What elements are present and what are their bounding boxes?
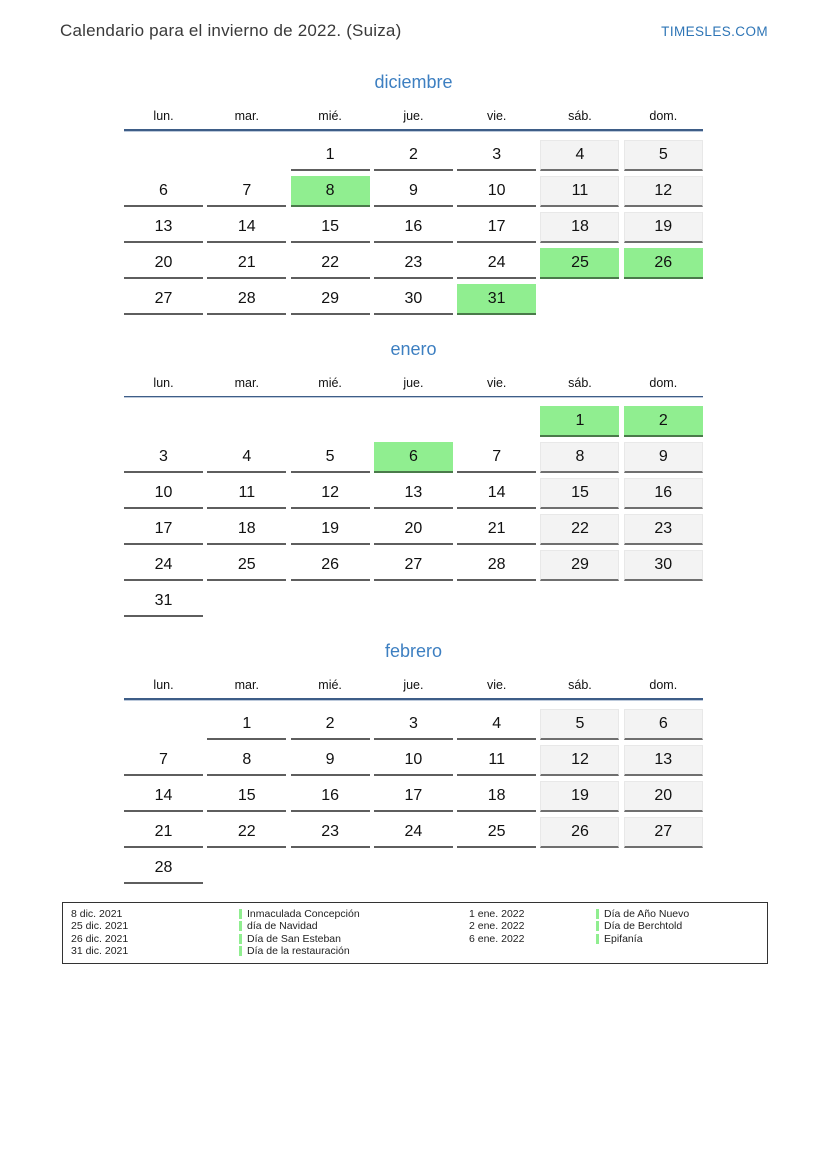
day-cell: 4 (207, 442, 286, 473)
day-cell: 31 (457, 284, 536, 315)
legend-date: 25 dic. 2021 (71, 920, 129, 933)
day-cell: 21 (207, 248, 286, 279)
weekday-label: jue. (403, 375, 424, 390)
empty-cell (124, 709, 203, 740)
weekday-label: jue. (403, 109, 424, 123)
day-cell: 2 (624, 406, 703, 437)
page-header (0, 0, 827, 41)
week-row (124, 709, 703, 740)
weekday-header-row (124, 678, 703, 693)
day-cell: 20 (374, 514, 453, 545)
day-cell: 27 (624, 817, 703, 848)
day-cell: 14 (124, 781, 203, 812)
empty-cell (624, 853, 703, 884)
day-cell: 19 (291, 514, 370, 545)
day-cell: 23 (624, 514, 703, 545)
legend-holiday-name: Día de Año Nuevo (604, 907, 690, 920)
holiday-marker-icon (596, 934, 599, 944)
week-row (124, 442, 703, 473)
day-cell: 26 (624, 248, 703, 279)
empty-cell (624, 586, 703, 617)
day-cell: 24 (124, 550, 203, 581)
weekday-label: vie. (486, 375, 507, 390)
weekday-label: vie. (486, 109, 507, 123)
week-row (124, 853, 703, 884)
day-cell: 26 (291, 550, 370, 581)
day-cell: 19 (540, 781, 619, 812)
weekday-label: dom. (649, 375, 678, 390)
empty-cell (124, 406, 203, 437)
week-row (124, 406, 703, 437)
day-cell: 16 (374, 212, 453, 243)
week-row (124, 817, 703, 848)
day-cell: 5 (540, 709, 619, 740)
month-febrero (124, 640, 703, 884)
week-row (124, 248, 703, 279)
weekday-label: mar. (234, 109, 259, 123)
weeks-grid (124, 140, 703, 315)
brand-link[interactable]: TIMESLES.COM (661, 24, 768, 39)
day-cell: 8 (207, 745, 286, 776)
day-cell: 30 (624, 550, 703, 581)
day-cell: 24 (457, 248, 536, 279)
weekday-divider-line (124, 129, 703, 132)
weekday-label: jue. (403, 678, 424, 692)
weekday-label: sáb. (568, 375, 592, 390)
day-cell: 13 (124, 212, 203, 243)
day-cell: 10 (457, 176, 536, 207)
day-cell: 4 (540, 140, 619, 171)
legend-date: 1 ene. 2022 (469, 907, 525, 920)
week-row (124, 140, 703, 171)
holiday-marker-icon (596, 921, 599, 931)
legend-item (71, 908, 469, 921)
legend-group (469, 908, 759, 946)
day-cell: 11 (207, 478, 286, 509)
day-cell: 12 (540, 745, 619, 776)
weekday-label: dom. (649, 109, 678, 123)
legend-holiday-name: Día de San Esteban (247, 932, 341, 945)
day-cell: 28 (207, 284, 286, 315)
legend-holiday-name: Día de Berchtold (604, 920, 683, 933)
holiday-marker-icon (239, 934, 242, 944)
day-cell: 29 (291, 284, 370, 315)
holiday-marker-icon (239, 909, 242, 919)
legend-item (469, 920, 759, 933)
day-cell: 21 (124, 817, 203, 848)
week-row (124, 284, 703, 315)
month-title: diciembre (374, 72, 453, 92)
day-cell: 2 (291, 709, 370, 740)
month-enero (124, 338, 703, 618)
empty-cell (624, 284, 703, 315)
day-cell: 17 (374, 781, 453, 812)
week-row (124, 586, 703, 617)
day-cell: 11 (457, 745, 536, 776)
weeks-grid (124, 406, 703, 617)
weekday-label: lun. (153, 109, 174, 123)
weeks-grid (124, 709, 703, 884)
day-cell: 31 (124, 586, 203, 617)
day-cell: 6 (374, 442, 453, 473)
day-cell: 9 (624, 442, 703, 473)
day-cell: 25 (207, 550, 286, 581)
day-cell: 22 (291, 248, 370, 279)
legend-item (469, 933, 759, 946)
week-row (124, 514, 703, 545)
day-cell: 3 (457, 140, 536, 171)
day-cell: 15 (291, 212, 370, 243)
day-cell: 24 (374, 817, 453, 848)
day-cell: 17 (457, 212, 536, 243)
empty-cell (124, 140, 203, 171)
weekday-label: lun. (153, 678, 174, 692)
day-cell: 13 (624, 745, 703, 776)
day-cell: 7 (207, 176, 286, 207)
day-cell: 6 (624, 709, 703, 740)
day-cell: 22 (540, 514, 619, 545)
legend-item (469, 908, 759, 921)
month-title: enero (390, 338, 437, 359)
weekday-label: vie. (486, 678, 507, 692)
day-cell: 5 (291, 442, 370, 473)
week-row (124, 212, 703, 243)
weekday-label: mié. (318, 678, 342, 692)
legend-item (71, 933, 469, 946)
day-cell: 27 (124, 284, 203, 315)
legend-holiday-name: Inmaculada Concepción (247, 907, 360, 920)
day-cell: 3 (124, 442, 203, 473)
weekday-label: mar. (234, 375, 259, 390)
empty-cell (207, 140, 286, 171)
day-cell: 15 (207, 781, 286, 812)
day-cell: 7 (124, 745, 203, 776)
empty-cell (207, 406, 286, 437)
day-cell: 18 (457, 781, 536, 812)
day-cell: 11 (540, 176, 619, 207)
day-cell: 19 (624, 212, 703, 243)
holiday-marker-icon (596, 909, 599, 919)
day-cell: 15 (540, 478, 619, 509)
week-row (124, 176, 703, 207)
day-cell: 8 (540, 442, 619, 473)
day-cell: 20 (624, 781, 703, 812)
weekday-divider-line (124, 396, 703, 399)
legend-item (71, 920, 469, 933)
legend-group (71, 908, 469, 958)
day-cell: 27 (374, 550, 453, 581)
day-cell: 5 (624, 140, 703, 171)
day-cell: 4 (457, 709, 536, 740)
empty-cell (457, 853, 536, 884)
day-cell: 20 (124, 248, 203, 279)
empty-cell (207, 586, 286, 617)
legend-date: 8 dic. 2021 (71, 907, 123, 920)
weekday-divider-line (124, 698, 703, 701)
day-cell: 23 (291, 817, 370, 848)
weekday-header-row (124, 376, 703, 391)
weekday-label: dom. (649, 678, 678, 692)
day-cell: 7 (457, 442, 536, 473)
day-cell: 3 (374, 709, 453, 740)
day-cell: 12 (624, 176, 703, 207)
empty-cell (540, 853, 619, 884)
day-cell: 25 (457, 817, 536, 848)
legend-holiday-name: Epifanía (604, 932, 643, 945)
day-cell: 1 (291, 140, 370, 171)
weekday-label: mar. (234, 678, 259, 692)
day-cell: 29 (540, 550, 619, 581)
legend-date: 2 ene. 2022 (469, 920, 525, 933)
legend-holiday-name: día de Navidad (247, 920, 318, 933)
day-cell: 26 (540, 817, 619, 848)
empty-cell (291, 406, 370, 437)
day-cell: 13 (374, 478, 453, 509)
month-diciembre (124, 71, 703, 315)
day-cell: 8 (291, 176, 370, 207)
legend-holiday-name: Día de la restauración (247, 945, 350, 958)
day-cell: 16 (624, 478, 703, 509)
empty-cell (291, 586, 370, 617)
day-cell: 18 (207, 514, 286, 545)
day-cell: 23 (374, 248, 453, 279)
day-cell: 9 (291, 745, 370, 776)
empty-cell (374, 406, 453, 437)
week-row (124, 781, 703, 812)
day-cell: 18 (540, 212, 619, 243)
day-cell: 9 (374, 176, 453, 207)
day-cell: 6 (124, 176, 203, 207)
empty-cell (207, 853, 286, 884)
week-row (124, 550, 703, 581)
day-cell: 14 (457, 478, 536, 509)
weekday-label: mié. (318, 375, 342, 390)
holiday-marker-icon (239, 921, 242, 931)
legend-item (71, 945, 469, 958)
legend-date: 26 dic. 2021 (71, 932, 129, 945)
month-title: febrero (384, 641, 443, 661)
day-cell: 12 (291, 478, 370, 509)
day-cell: 1 (207, 709, 286, 740)
day-cell: 14 (207, 212, 286, 243)
weekday-label: mié. (318, 109, 342, 123)
day-cell: 16 (291, 781, 370, 812)
months-container (124, 71, 703, 884)
day-cell: 10 (374, 745, 453, 776)
day-cell: 30 (374, 284, 453, 315)
empty-cell (457, 406, 536, 437)
legend-date: 31 dic. 2021 (71, 945, 129, 958)
week-row (124, 478, 703, 509)
empty-cell (457, 586, 536, 617)
page-title: Calendario para el invierno de 2022. (Suiza) (60, 21, 402, 40)
holiday-legend (62, 902, 768, 964)
legend-date: 6 ene. 2022 (469, 932, 525, 945)
empty-cell (540, 284, 619, 315)
empty-cell (540, 586, 619, 617)
weekday-label: sáb. (568, 109, 592, 123)
week-row (124, 745, 703, 776)
weekday-label: lun. (153, 375, 174, 390)
empty-cell (291, 853, 370, 884)
day-cell: 25 (540, 248, 619, 279)
day-cell: 22 (207, 817, 286, 848)
day-cell: 21 (457, 514, 536, 545)
weekday-label: sáb. (568, 678, 592, 692)
day-cell: 1 (540, 406, 619, 437)
empty-cell (374, 586, 453, 617)
empty-cell (374, 853, 453, 884)
day-cell: 28 (457, 550, 536, 581)
day-cell: 2 (374, 140, 453, 171)
holiday-marker-icon (239, 946, 242, 956)
day-cell: 10 (124, 478, 203, 509)
weekday-header-row (124, 109, 703, 124)
day-cell: 17 (124, 514, 203, 545)
day-cell: 28 (124, 853, 203, 884)
